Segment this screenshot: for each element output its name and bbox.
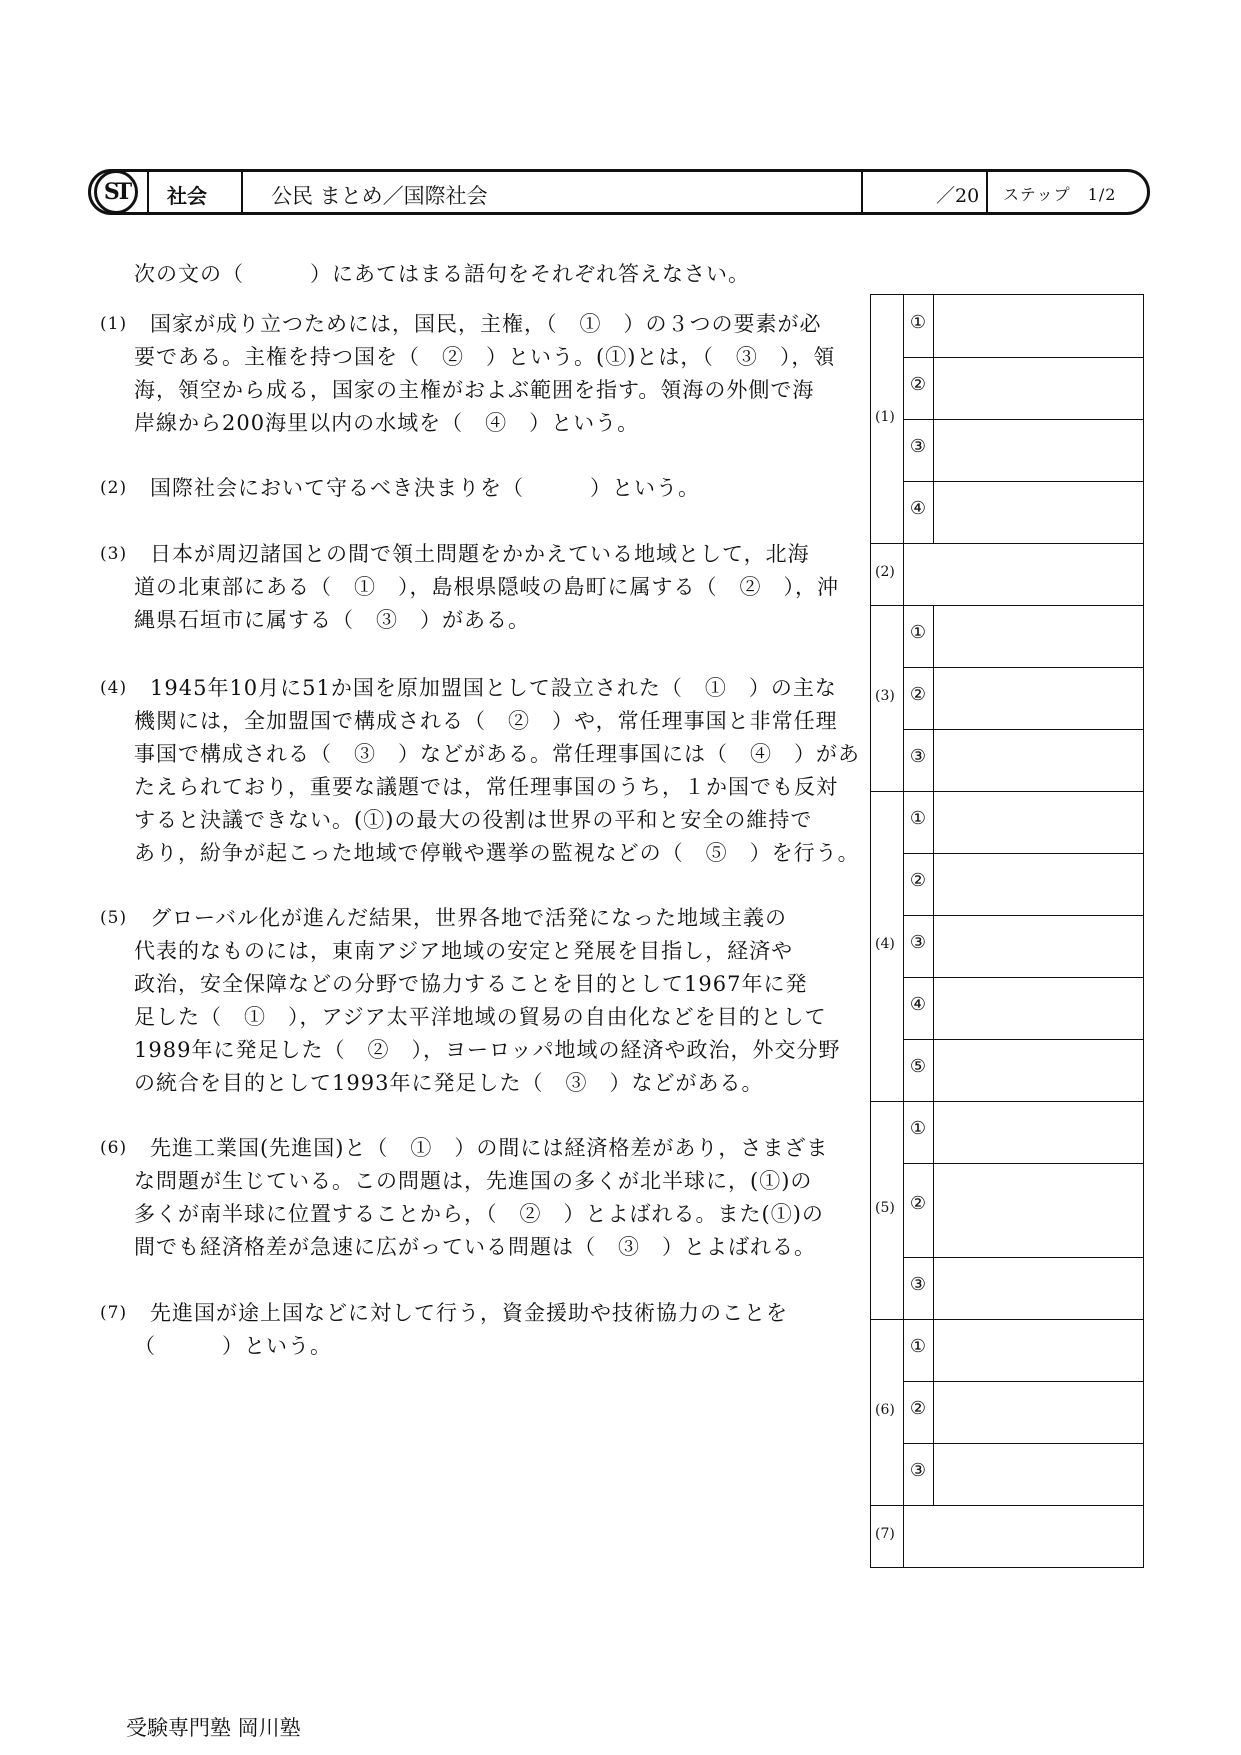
step-indicator: ステップ 1/2 <box>1003 185 1117 204</box>
answer-item-number: ⑤ <box>909 1056 927 1077</box>
question-number: (3) <box>100 544 128 564</box>
question-text-line: 代表的なものには，東南アジア地域の安定と発展を目指し，経済や <box>134 939 794 963</box>
answer-item-number: ② <box>909 374 927 395</box>
row-divider <box>903 1039 1143 1040</box>
row-divider <box>903 729 1143 730</box>
question-text-line: 岸線から200海里以内の水域を（ ④ ）という。 <box>134 411 640 435</box>
answer-item-number: ③ <box>909 1460 927 1481</box>
answer-item-number: ① <box>909 622 927 643</box>
worksheet-header <box>88 169 1150 215</box>
answer-field[interactable] <box>935 607 1141 665</box>
question-text-line: （ ）という。 <box>134 1334 332 1358</box>
answer-group-label: (3) <box>875 688 895 704</box>
row-divider <box>903 1163 1143 1164</box>
answer-field[interactable] <box>935 1041 1141 1099</box>
question-text-line: 政治，安全保障などの分野で協力することを目的として1967年に発 <box>134 972 808 996</box>
answer-field[interactable] <box>935 1259 1141 1317</box>
question-text-line: たえられており，重要な議題では，常任理事国のうち，１か国でも反対 <box>134 775 838 799</box>
question-text-line: あり，紛争が起こった地域で停戦や選挙の監視などの（ ⑤ ）を行う。 <box>134 841 860 865</box>
column-divider <box>903 1505 904 1567</box>
question-text-line: 先進国が途上国などに対して行う，資金援助や技術協力のことを <box>150 1301 788 1325</box>
answer-field[interactable] <box>935 1321 1141 1379</box>
question-3 <box>100 538 839 637</box>
question-5 <box>100 902 841 1100</box>
question-2 <box>100 472 828 505</box>
header-divider <box>986 172 988 212</box>
answer-field[interactable] <box>935 297 1141 355</box>
score-total: ／20 <box>936 185 980 207</box>
answer-item-number: ① <box>909 1336 927 1357</box>
question-text-line: の統合を目的として1993年に発足した（ ③ ）などがある。 <box>134 1071 764 1095</box>
answer-field[interactable] <box>935 793 1141 851</box>
question-text-line: な問題が生じている。この問題は，先進国の多くが北半球に，(①)の <box>134 1169 813 1193</box>
answer-item-number: ④ <box>909 498 927 519</box>
column-divider <box>933 791 934 1101</box>
answer-group-label: (7) <box>875 1526 895 1542</box>
question-text-line: グローバル化が進んだ結果，世界各地で活発になった地域主義の <box>150 906 787 930</box>
question-1 <box>100 308 836 440</box>
question-7 <box>100 1297 828 1363</box>
question-text-line: 多くが南半球に位置することから，（ ② ）とよばれる。また(①)の <box>134 1202 824 1226</box>
answer-item-number: ③ <box>909 436 927 457</box>
group-divider <box>871 543 1143 544</box>
answer-field[interactable] <box>935 917 1141 975</box>
answer-field[interactable] <box>935 979 1141 1037</box>
answer-item-number: ② <box>909 870 927 891</box>
question-4 <box>100 672 860 870</box>
answer-field[interactable] <box>935 669 1141 727</box>
column-divider <box>933 1319 934 1505</box>
answer-item-number: ② <box>909 684 927 705</box>
answer-field[interactable] <box>935 483 1141 541</box>
header-divider <box>147 172 149 212</box>
subject-label: 社会 <box>167 184 207 208</box>
answer-field[interactable] <box>905 1507 1141 1565</box>
answer-item-number: ① <box>909 1118 927 1139</box>
answer-item-number: ③ <box>909 746 927 767</box>
row-divider <box>903 977 1143 978</box>
header-divider <box>861 172 863 212</box>
answer-field[interactable] <box>935 1165 1141 1255</box>
answer-group-label: (1) <box>875 409 895 425</box>
answer-field[interactable] <box>935 855 1141 913</box>
question-text-line: 縄県石垣市に属する（ ③ ）がある。 <box>134 608 530 632</box>
question-text-line: 1945年10月に51か国を原加盟国として設立された（ ① ）の主な <box>150 676 837 700</box>
row-divider <box>903 853 1143 854</box>
answer-item-number: ② <box>909 1398 927 1419</box>
answer-field[interactable] <box>935 359 1141 417</box>
question-number: (6) <box>100 1138 128 1158</box>
group-divider <box>871 1101 1143 1102</box>
answer-field[interactable] <box>935 1445 1141 1503</box>
row-divider <box>903 667 1143 668</box>
question-text-line: 日本が周辺諸国との間で領土問題をかかえている地域として，北海 <box>150 542 810 566</box>
answer-item-number: ③ <box>909 932 927 953</box>
group-divider <box>871 1319 1143 1320</box>
answer-item-number: ④ <box>909 994 927 1015</box>
question-text-line: 事国で構成される（ ③ ）などがある。常任理事国には（ ④ ）があ <box>134 742 860 766</box>
row-divider <box>903 419 1143 420</box>
question-number: (4) <box>100 678 128 698</box>
answer-field[interactable] <box>935 1383 1141 1441</box>
answer-item-number: ③ <box>909 1274 927 1295</box>
answer-item-number: ① <box>909 808 927 829</box>
question-6 <box>100 1132 828 1264</box>
question-text-line: 要である。主権を持つ国を（ ② ）という。(①)とは，（ ③ ），領 <box>134 345 836 369</box>
answer-group-label: (5) <box>875 1200 895 1216</box>
column-divider <box>933 605 934 791</box>
row-divider <box>903 357 1143 358</box>
question-number: (7) <box>100 1303 128 1323</box>
row-divider <box>903 1257 1143 1258</box>
instruction-text: 次の文の（ ）にあてはまる語句をそれぞれ答えなさい。 <box>134 262 750 286</box>
row-divider <box>903 481 1143 482</box>
answer-field[interactable] <box>935 421 1141 479</box>
question-text-line: 海，領空から成る，国家の主権がおよぶ範囲を指す。領海の外側で海 <box>134 378 815 402</box>
answer-sheet <box>870 294 1144 1568</box>
question-text-line: 1989年に発足した（ ② ），ヨーロッパ地域の経済や政治，外交分野 <box>134 1038 841 1062</box>
row-divider <box>903 1443 1143 1444</box>
question-number: (1) <box>100 314 128 334</box>
question-number: (2) <box>100 478 128 498</box>
group-divider <box>871 791 1143 792</box>
column-divider <box>933 1101 934 1319</box>
st-logo-icon: ST <box>94 170 138 214</box>
answer-item-number: ② <box>909 1193 927 1214</box>
answer-field[interactable] <box>935 1103 1141 1161</box>
answer-group-label: (6) <box>875 1402 895 1418</box>
answer-group-label: (4) <box>875 936 895 952</box>
row-divider <box>903 915 1143 916</box>
question-text-line: 機関には，全加盟国で構成される（ ② ）や，常任理事国と非常任理 <box>134 709 838 733</box>
question-text-line: 国家が成り立つためには，国民，主権，（ ① ）の３つの要素が必 <box>150 312 822 336</box>
question-text-line: すると決議できない。(①)の最大の役割は世界の平和と安全の維持で <box>134 808 813 832</box>
group-divider <box>871 605 1143 606</box>
answer-field[interactable] <box>935 731 1141 789</box>
question-number: (5) <box>100 908 128 928</box>
row-divider <box>903 1381 1143 1382</box>
header-divider <box>241 172 243 212</box>
question-text-line: 間でも経済格差が急速に広がっている問題は（ ③ ）とよばれる。 <box>134 1235 816 1259</box>
question-text-line: 国際社会において守るべき決まりを（ ）という。 <box>150 476 700 500</box>
question-text-line: 先進工業国(先進国)と（ ① ）の間には経済格差があり，さまざま <box>150 1136 829 1160</box>
answer-group-label: (2) <box>875 564 895 580</box>
worksheet-title: 公民 まとめ／国際社会 <box>271 184 488 208</box>
group-divider <box>871 1505 1143 1506</box>
column-divider <box>903 543 904 605</box>
question-text-line: 足した（ ① ），アジア太平洋地域の貿易の自由化などを目的として <box>134 1005 827 1029</box>
answer-field[interactable] <box>905 545 1141 603</box>
answer-item-number: ① <box>909 312 927 333</box>
footer-school-name: 受験専門塾 岡川塾 <box>126 1716 301 1740</box>
question-text-line: 道の北東部にある（ ① ），島根県隠岐の島町に属する（ ② ），沖 <box>134 575 839 599</box>
